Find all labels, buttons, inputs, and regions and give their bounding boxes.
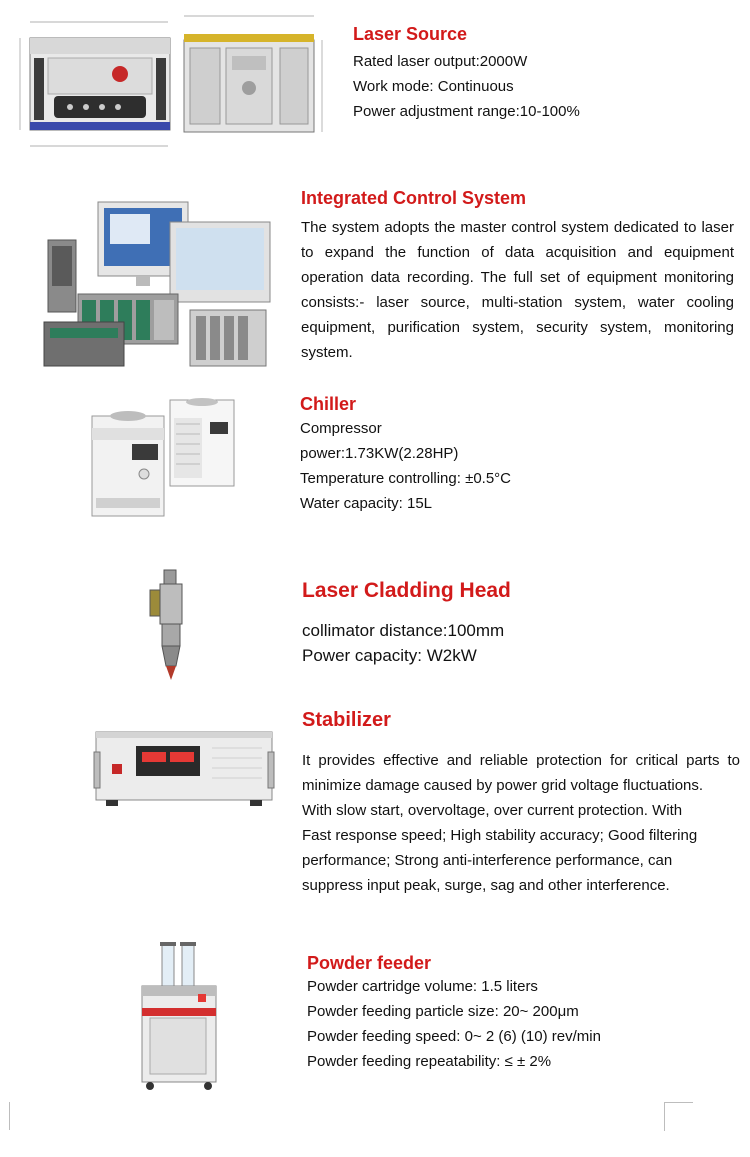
cladding-head-title: Laser Cladding Head — [302, 579, 511, 602]
spec-line: suppress input peak, surge, sag and other interference. — [302, 877, 670, 894]
chiller-section — [300, 394, 600, 516]
chiller-title: Chiller — [300, 394, 357, 414]
spec-line: Compressor — [300, 420, 382, 437]
stabilizer-image — [92, 728, 276, 808]
corner-mark-left — [0, 1102, 10, 1130]
spec-line: Powder feeding speed: 0~ 2 (6) (10) rev/min — [307, 1028, 601, 1045]
powder-feeder-image — [136, 942, 222, 1092]
cladding-head-image — [148, 568, 194, 684]
powder-feeder-section — [307, 952, 707, 1074]
spec-line: Temperature controlling: ±0.5°C — [300, 470, 511, 487]
control-system-image — [40, 200, 272, 370]
spec-line: Powder feeding repeatability: ≤ ± 2% — [307, 1053, 552, 1070]
spec-line: Power capacity: W2kW — [302, 646, 477, 665]
powder-feeder-title: Powder feeder — [307, 953, 432, 973]
stabilizer-title: Stabilizer — [302, 709, 391, 731]
spec-line: Water capacity: 15L — [300, 495, 433, 512]
spec-line: Rated laser output:2000W — [353, 53, 528, 70]
spec-line: Powder feeding particle size: 20~ 200μm — [307, 1003, 579, 1020]
spec-line: Fast response speed; High stability accuracy; Good filtering — [302, 827, 698, 844]
spec-line: Power adjustment range:10-100% — [353, 103, 580, 120]
cladding-head-section — [302, 578, 702, 668]
spec-line: Work mode: Continuous — [353, 78, 514, 95]
chiller-image — [86, 394, 240, 518]
stabilizer-paragraph: It provides effective and reliable protection for critical parts to minimize damage caused by power grid voltage fluctuations. — [302, 752, 740, 794]
control-system-title: Integrated Control System — [301, 188, 527, 208]
laser-source-image — [8, 8, 328, 156]
spec-line: collimator distance:100mm — [302, 621, 505, 640]
spec-line: power:1.73KW(2.28HP) — [300, 445, 459, 462]
spec-line: Powder cartridge volume: 1.5 liters — [307, 978, 538, 995]
control-system-section — [301, 187, 734, 365]
laser-source-title: Laser Source — [353, 24, 468, 44]
control-system-paragraph: The system adopts the master control system dedicated to laser to expand the function of data acquisition and equipment operation data recording. The full set of equipment monitoring consists:- laser source, multi-station system, water cooling equipment, purification system, security system, monitoring system. — [301, 219, 734, 361]
spec-line: performance; Strong anti-interference performance, can — [302, 852, 673, 869]
corner-mark-right — [664, 1102, 693, 1131]
spec-line: With slow start, overvoltage, over current protection. With — [302, 802, 683, 819]
laser-source-section — [353, 23, 733, 124]
stabilizer-section — [302, 708, 740, 898]
